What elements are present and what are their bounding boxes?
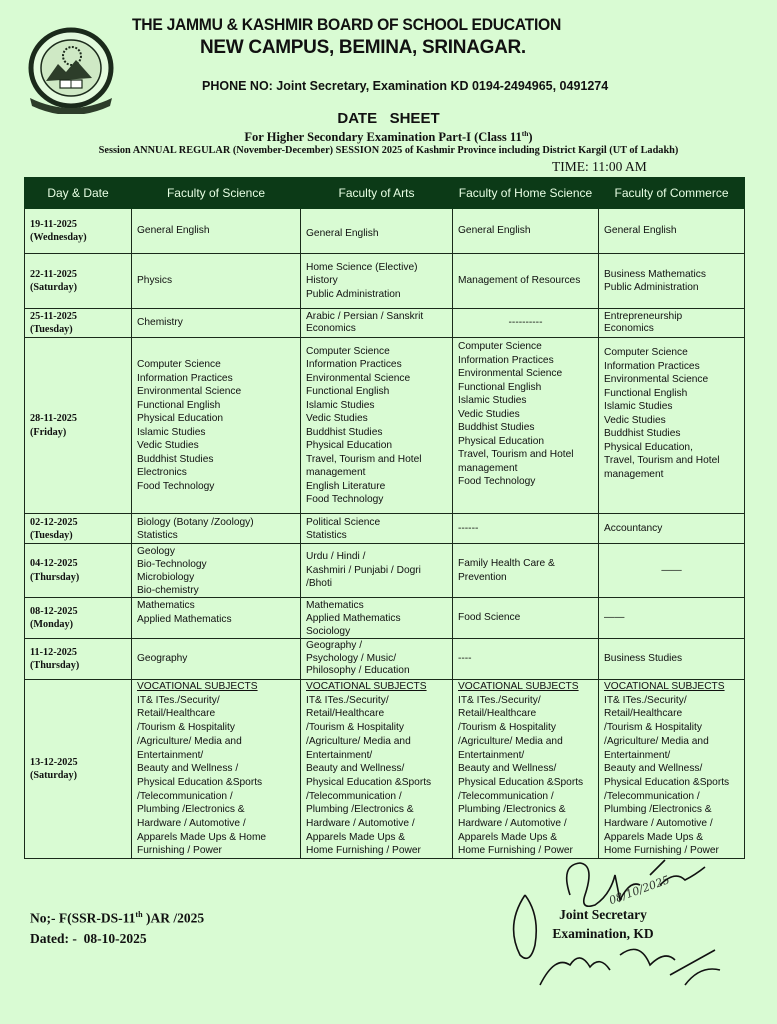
signatory-dept: Examination, KD: [552, 926, 654, 941]
campus-heading: NEW CAMPUS, BEMINA, SRINAGAR.: [200, 37, 526, 58]
board-name-heading: THE JAMMU & KASHMIR BOARD OF SCHOOL EDUCATION: [132, 16, 561, 34]
signatory-title: Joint Secretary: [559, 907, 647, 922]
home-science-cell: General English: [453, 209, 599, 254]
exam-time: TIME: 11:00 AM: [552, 159, 647, 174]
arts-cell: Urdu / Hindi / Kashmiri / Punjabi / Dogri /Bhoti: [301, 544, 453, 598]
date-cell: [25, 639, 132, 680]
commerce-cell: Entrepreneurship Economics: [599, 309, 745, 338]
date-cell: [25, 209, 132, 254]
signature-date: 08/10/2025: [607, 873, 672, 908]
science-cell: Geology Bio-Technology Microbiology Bio-chemistry: [132, 544, 301, 598]
vocational-list: IT& ITes./Security/ Retail/Healthcare /Tourism & Hospitality /Agriculture/ Media and Entertainment/ Beauty and Wellness / Physical Education &Sports /Telecommunication / Plumbing /Electronics & Hardware / Automotive / Apparels Made Ups & Home Furnishing / Power: [137, 694, 267, 857]
date-cell: [25, 309, 132, 338]
day-text: (Tuesday): [30, 324, 73, 335]
science-cell: Chemistry: [132, 309, 301, 338]
home-science-cell: Family Health Care & Prevention: [453, 544, 599, 598]
home-science-cell: Management of Resources: [453, 254, 599, 309]
arts-cell: Home Science (Elective) History Public Administration: [301, 254, 453, 309]
date-cell: [25, 598, 132, 639]
commerce-cell: Business Mathematics Public Administration: [599, 254, 745, 309]
exam-subtitle-text: For Higher Secondary Examination Part-I (Class 11th): [244, 129, 533, 145]
vocational-list: IT& ITes./Security/ Retail/Healthcare /Tourism & Hospitality /Agriculture/ Media and Entertainment/ Beauty and Wellness/ Physical Education &Sports /Telecommunication / Plumbing /Electronics & Hardware / Automotive / Apparels Made Ups & Home Furnishing / Power: [458, 694, 584, 857]
table-header-row: [25, 178, 745, 209]
date-text: 04-12-2025: [30, 558, 78, 569]
science-cell: Mathematics Applied Mathematics: [132, 598, 301, 639]
header-science: Faculty of Science: [132, 178, 301, 209]
ordinal-suffix: th: [521, 129, 529, 138]
commerce-cell: [599, 680, 745, 859]
exam-subtitle: [0, 129, 777, 145]
session-line: Session ANNUAL REGULAR (November-December) SESSION 2025 of Kashmir Province including District Kargil (UT of Ladakh): [98, 145, 679, 156]
day-text: (Saturday): [30, 282, 77, 293]
date-text: 25-11-2025: [30, 311, 77, 322]
reference-number: No;- F(SSR-DS-11th )AR /2025: [30, 910, 205, 926]
vocational-list: IT& ITes./Security/ Retail/Healthcare /Tourism & Hospitality /Agriculture/ Media and Entertainment/ Beauty and Wellness/ Physical Education &Sports /Telecommunication / Plumbing /Electronics & Hardware / Automotive / Apparels Made Ups & Home Furnishing / Power: [604, 694, 730, 857]
header-home-science: Faculty of Home Science: [453, 178, 599, 209]
day-text: (Monday): [30, 619, 74, 630]
reference-block: [30, 905, 204, 949]
science-cell: [132, 680, 301, 859]
science-cell: Physics: [132, 254, 301, 309]
table-row: [25, 338, 745, 514]
table-row-vocational: [25, 680, 745, 859]
table-row: [25, 309, 745, 338]
home-science-cell: ----: [453, 639, 599, 680]
date-cell: [25, 680, 132, 859]
header-arts: Faculty of Arts: [301, 178, 453, 209]
commerce-cell: General English: [599, 209, 745, 254]
date-text: 13-12-2025: [30, 756, 78, 768]
table-row: [25, 639, 745, 680]
date-sheet-table: [24, 177, 745, 859]
table-row: [25, 544, 745, 598]
arts-cell: Arabic / Persian / Sanskrit Economics: [301, 309, 453, 338]
table-row: [25, 254, 745, 309]
commerce-cell: Computer Science Information Practices Environmental Science Functional English Islamic Studies Vedic Studies Buddhist Studies Physical Education, Travel, Tourism and Hotel management: [599, 338, 745, 514]
vocational-heading: VOCATIONAL SUBJECTS: [458, 681, 579, 692]
home-science-cell: ------: [453, 514, 599, 544]
arts-cell: Political Science Statistics: [301, 514, 453, 544]
science-cell: General English: [132, 209, 301, 254]
date-cell: [25, 338, 132, 514]
home-science-cell: ----------: [453, 309, 599, 338]
date-text: 08-12-2025: [30, 605, 78, 617]
day-text: (Saturday): [30, 770, 77, 782]
day-text: (Thursday): [30, 571, 80, 583]
day-text: (Friday): [30, 426, 67, 438]
science-cell: Computer Science Information Practices Environmental Science Functional English Physical Education Islamic Studies Vedic Studies Buddhist Studies Electronics Food Technology: [132, 338, 301, 514]
vocational-list: IT& ITes./Security/ Retail/Healthcare /Tourism & Hospitality /Agriculture/ Media and Entertainment/ Beauty and Wellness/ Physical Education &Sports /Telecommunication / Plumbing /Electronics & Hardware / Automotive / Apparels Made Ups & Home Furnishing / Power: [306, 694, 432, 857]
date-cell: [25, 514, 132, 544]
date-cell: [25, 254, 132, 309]
home-science-cell: Food Science: [453, 598, 599, 639]
date-text: 02-12-2025: [30, 516, 78, 528]
arts-cell: Mathematics Applied Mathematics Sociology: [301, 598, 453, 639]
ordinal-suffix: th: [135, 910, 143, 919]
arts-cell: [301, 680, 453, 859]
board-logo-emblem: [22, 26, 120, 114]
date-text: 22-11-2025: [30, 268, 77, 280]
day-text: (Thursday): [30, 660, 80, 671]
vocational-heading: VOCATIONAL SUBJECTS: [137, 681, 258, 692]
vocational-heading: VOCATIONAL SUBJECTS: [306, 681, 427, 692]
header-commerce: Faculty of Commerce: [599, 178, 745, 209]
arts-cell: Geography / Psychology / Music/ Philosophy / Education: [301, 639, 453, 680]
science-cell: Biology (Botany /Zoology) Statistics: [132, 514, 301, 544]
date-sheet-title: DATE SHEET: [337, 110, 440, 127]
commerce-cell: ——: [599, 544, 745, 598]
phone-line: PHONE NO: Joint Secretary, Examination KD 0194-2494965, 0491274: [202, 79, 609, 93]
vocational-heading: VOCATIONAL SUBJECTS: [604, 681, 725, 692]
arts-cell: General English: [301, 209, 453, 254]
date-text: 19-11-2025: [30, 218, 77, 230]
arts-cell: Computer Science Information Practices Environmental Science Functional English Islamic Studies Vedic Studies Buddhist Studies Physical Education Travel, Tourism and Hotel management English Literature Food Technology: [301, 338, 453, 514]
header-day-date: Day & Date: [25, 178, 132, 209]
date-text: 28-11-2025: [30, 413, 77, 424]
home-science-cell: Computer Science Information Practices Environmental Science Functional English Islamic Studies Vedic Studies Buddhist Studies Physical Education Travel, Tourism and Hotel management Food Technology: [453, 338, 599, 514]
commerce-cell: ——: [599, 598, 745, 639]
day-text: (Tuesday): [30, 529, 73, 541]
dated-line: Dated: - 08-10-2025: [30, 930, 147, 946]
commerce-cell: Business Studies: [599, 639, 745, 680]
date-text: 11-12-2025: [30, 646, 77, 658]
science-cell: Geography: [132, 639, 301, 680]
day-text: (Wednesday): [30, 232, 87, 243]
table-row: [25, 598, 745, 639]
table-row: [25, 514, 745, 544]
home-science-cell: [453, 680, 599, 859]
table-row: [25, 209, 745, 254]
commerce-cell: Accountancy: [599, 514, 745, 544]
date-cell: [25, 544, 132, 598]
